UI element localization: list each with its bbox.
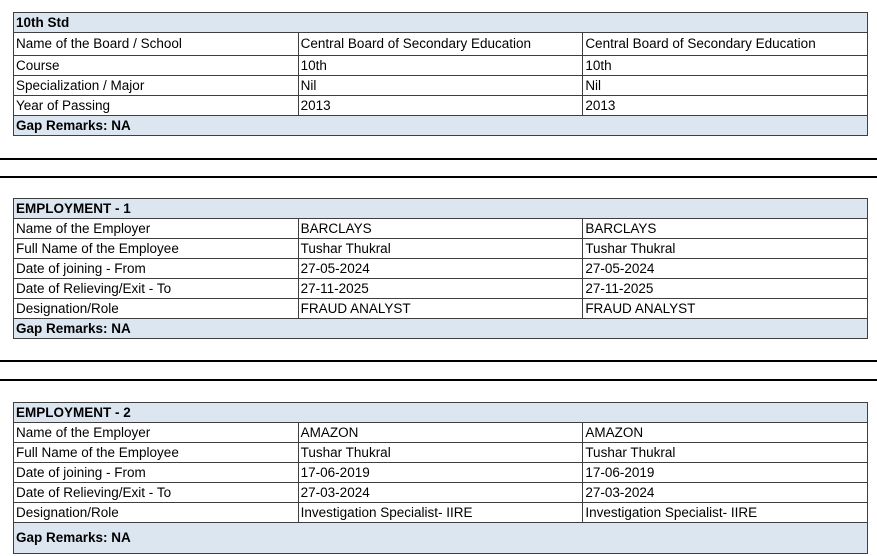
row-value-2: 17-06-2019: [583, 463, 868, 483]
table-row: [14, 443, 868, 463]
table-row: [14, 423, 868, 443]
section-title: EMPLOYMENT - 1: [14, 199, 868, 219]
row-value-1: 10th: [298, 56, 583, 76]
section-divider: [0, 360, 877, 362]
row-value-2: AMAZON: [583, 423, 868, 443]
table-row: [14, 33, 868, 56]
row-value-1: 27-03-2024: [298, 483, 583, 503]
table-row: [14, 503, 868, 523]
section-10th-std: [13, 12, 868, 136]
table-row: [14, 279, 868, 299]
row-label: Date of joining - From: [14, 463, 299, 483]
row-value-1: Central Board of Secondary Education: [298, 33, 583, 56]
row-value-2: Tushar Thukral: [583, 443, 868, 463]
row-value-1: Investigation Specialist- IIRE: [298, 503, 583, 523]
row-label: Date of Relieving/Exit - To: [14, 483, 299, 503]
table-row: [14, 259, 868, 279]
row-value-1: AMAZON: [298, 423, 583, 443]
row-value-2: 27-03-2024: [583, 483, 868, 503]
row-label: Full Name of the Employee: [14, 443, 299, 463]
row-value-1: Tushar Thukral: [298, 443, 583, 463]
row-value-2: Central Board of Secondary Education: [583, 33, 868, 56]
row-value-2: FRAUD ANALYST: [583, 299, 868, 319]
section-title: 10th Std: [14, 13, 868, 33]
row-value-1: 17-06-2019: [298, 463, 583, 483]
row-value-2: 10th: [583, 56, 868, 76]
gap-remarks: Gap Remarks: NA: [14, 319, 868, 339]
section-divider: [0, 379, 877, 381]
row-value-2: Nil: [583, 76, 868, 96]
gap-remarks: Gap Remarks: NA: [14, 523, 868, 554]
gap-remarks: Gap Remarks: NA: [14, 116, 868, 136]
row-label: Name of the Employer: [14, 423, 299, 443]
section-employment-2: [13, 402, 868, 554]
table-row: [14, 219, 868, 239]
row-value-1: 2013: [298, 96, 583, 116]
row-value-2: BARCLAYS: [583, 219, 868, 239]
row-label: Year of Passing: [14, 96, 299, 116]
row-label: Full Name of the Employee: [14, 239, 299, 259]
row-value-1: 27-11-2025: [298, 279, 583, 299]
row-label: Name of the Board / School: [14, 33, 299, 56]
row-value-1: FRAUD ANALYST: [298, 299, 583, 319]
row-value-2: Investigation Specialist- IIRE: [583, 503, 868, 523]
education-table: [13, 12, 868, 136]
section-divider: [0, 158, 877, 160]
row-label: Specialization / Major: [14, 76, 299, 96]
row-value-2: 27-05-2024: [583, 259, 868, 279]
table-row: [14, 96, 868, 116]
section-employment-1: [13, 198, 868, 339]
table-row: [14, 56, 868, 76]
row-value-1: 27-05-2024: [298, 259, 583, 279]
section-title: EMPLOYMENT - 2: [14, 403, 868, 423]
table-row: [14, 299, 868, 319]
section-divider: [0, 176, 877, 178]
table-row: [14, 239, 868, 259]
row-label: Course: [14, 56, 299, 76]
row-value-1: BARCLAYS: [298, 219, 583, 239]
employment-table: [13, 198, 868, 339]
row-value-2: 27-11-2025: [583, 279, 868, 299]
row-value-2: Tushar Thukral: [583, 239, 868, 259]
row-label: Designation/Role: [14, 299, 299, 319]
row-label: Date of joining - From: [14, 259, 299, 279]
row-value-1: Tushar Thukral: [298, 239, 583, 259]
row-label: Name of the Employer: [14, 219, 299, 239]
table-row: [14, 463, 868, 483]
row-label: Designation/Role: [14, 503, 299, 523]
row-value-2: 2013: [583, 96, 868, 116]
employment-table: [13, 402, 868, 554]
table-row: [14, 483, 868, 503]
row-label: Date of Relieving/Exit - To: [14, 279, 299, 299]
row-value-1: Nil: [298, 76, 583, 96]
table-row: [14, 76, 868, 96]
